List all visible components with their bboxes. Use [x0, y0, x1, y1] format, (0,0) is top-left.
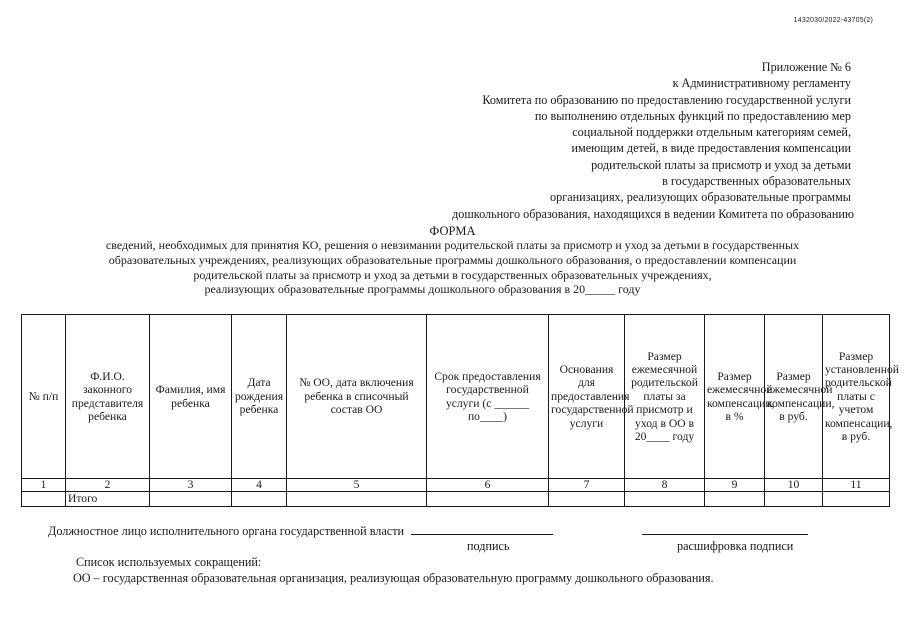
- total-cell-empty: [705, 492, 765, 507]
- appendix-line: дошкольного образования, находящихся в ведении Комитета по образованию: [452, 206, 854, 221]
- col-header-birth-date: Дата рождения ребенка: [232, 315, 287, 479]
- column-number: 5: [287, 479, 427, 492]
- subtitle-line: родительской платы за присмотр и уход за детьми в государственных образовательных учреждениях,: [193, 267, 712, 282]
- total-label: Итого: [66, 492, 150, 507]
- column-number: 7: [549, 479, 625, 492]
- total-cell-empty: [150, 492, 232, 507]
- info-table: [21, 314, 899, 507]
- appendix-line: имеющим детей, в виде предоставления компенсации: [571, 141, 851, 156]
- column-number: 6: [427, 479, 549, 492]
- form-title: ФОРМА: [429, 224, 476, 238]
- subtitle-line: реализующих образовательные программы дошкольного образования в 20_____ году: [204, 282, 641, 297]
- abbreviations-block: [73, 555, 714, 586]
- appendix-line: родительской платы за присмотр и уход за детьми: [591, 157, 851, 172]
- column-number: 3: [150, 479, 232, 492]
- appendix-line: по выполнению отдельных функций по предоставлению мер: [534, 108, 851, 123]
- column-number: 8: [625, 479, 705, 492]
- abbreviations-title: Список используемых сокращений:: [76, 555, 262, 569]
- column-number: 4: [232, 479, 287, 492]
- header-row: [22, 315, 890, 479]
- col-header-compensation-rub: Размер ежемесячной компенсации, в руб.: [765, 315, 823, 479]
- document-number: 1432030/2022-43705(2): [793, 17, 873, 24]
- total-cell-empty: [232, 492, 287, 507]
- official-label: Должностное лицо исполнительного органа государственной власти: [48, 524, 405, 538]
- decryption-blank: [642, 524, 808, 535]
- total-cell-empty: [22, 492, 66, 507]
- official-signature-line: [48, 524, 808, 539]
- total-cell-empty: [427, 492, 549, 507]
- total-cell-empty: [625, 492, 705, 507]
- appendix-line: в государственных образовательных: [662, 174, 851, 189]
- col-header-fee-after-compensation: Размер установленной родительской платы с учетом компенсации, в руб.: [823, 315, 890, 479]
- total-row: [22, 492, 890, 507]
- col-header-grounds: Основания для предоставления государственной услуги: [549, 315, 625, 479]
- total-cell-empty: [549, 492, 625, 507]
- total-cell-empty: [287, 492, 427, 507]
- total-cell-empty: [823, 492, 890, 507]
- abbreviation-item: ОО – государственная образовательная организация, реализующая образовательную программу дошкольного образования.: [73, 570, 714, 585]
- appendix-line: Приложение № 6: [761, 60, 851, 74]
- column-number: 10: [765, 479, 823, 492]
- col-header-guardian-name: Ф.И.О. законного представителя ребенка: [66, 315, 150, 479]
- column-number: 9: [705, 479, 765, 492]
- col-header-child-name: Фамилия, имя ребенка: [150, 315, 232, 479]
- subtitle-line: образовательных учреждениях, реализующих образовательные программы дошкольного образования, о предоставлении компенсации: [108, 252, 797, 267]
- form-subtitle: [0, 238, 905, 297]
- col-header-number: № п/п: [22, 315, 66, 479]
- subtitle-line: сведений, необходимых для принятия КО, решения о невзимании родительской платы за присмотр и уход за детьми в государственных: [105, 238, 800, 252]
- column-number: 11: [823, 479, 890, 492]
- col-header-service-period: Срок предоставления государственной услуги (с ______ по____): [427, 315, 549, 479]
- total-cell-empty: [765, 492, 823, 507]
- column-number-row: [22, 479, 890, 492]
- appendix-line: Комитета по образованию по предоставлению государственной услуги: [482, 92, 851, 107]
- appendix-line: социальной поддержки отдельным категориям семей,: [572, 125, 851, 140]
- signature-caption: подпись: [467, 539, 510, 553]
- decryption-caption: расшифровка подписи: [677, 539, 794, 553]
- appendix-line: организациях, реализующих образовательные программы: [550, 190, 851, 205]
- signature-blank: [411, 524, 553, 535]
- column-number: 2: [66, 479, 150, 492]
- appendix-block: [452, 59, 854, 222]
- appendix-line: к Административному регламенту: [672, 76, 851, 91]
- col-header-compensation-percent: Размер ежемесячной компенсации, в %: [705, 315, 765, 479]
- col-header-monthly-fee: Размер ежемесячной родительской платы за присмотр и уход в ОО в 20____ году: [625, 315, 705, 479]
- col-header-school-number: № ОО, дата включения ребенка в списочный состав ОО: [287, 315, 427, 479]
- column-number: 1: [22, 479, 66, 492]
